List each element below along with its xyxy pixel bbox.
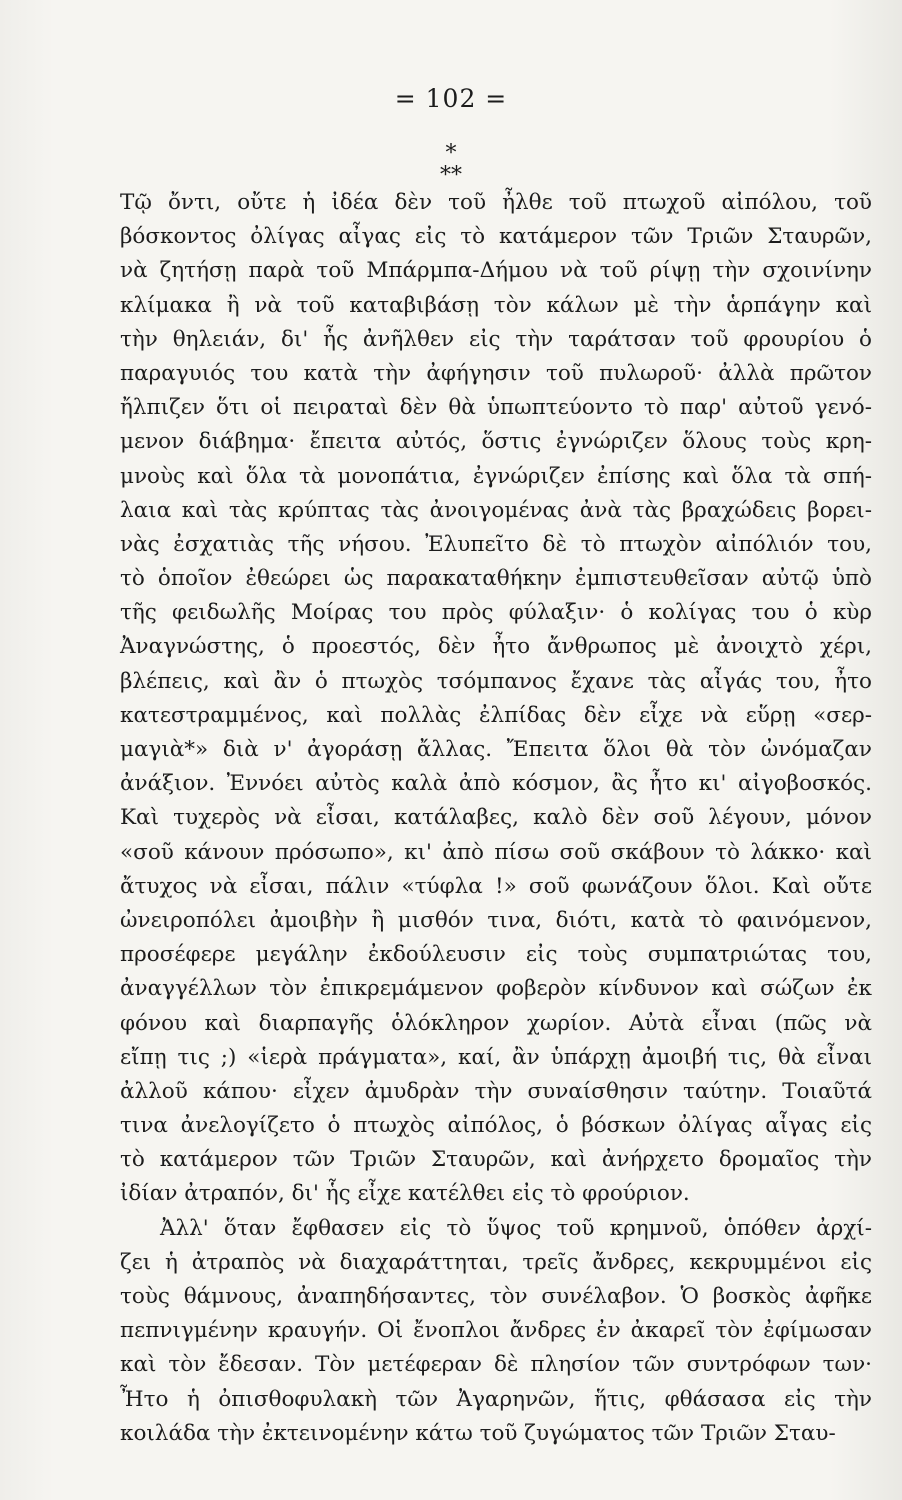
text-line: παραγυιός του κατὰ τὴν ἀφήγησιν τοῦ πυλωροῦ· ἀλλὰ πρῶτον [120,360,872,386]
text-line: τὴν θηλειάν, δι' ἧς ἀνῆλθεν εἰς τὴν ταράτσαν τοῦ φρουρίου ὁ [120,326,872,352]
text-line: καὶ τὸν ἔδεσαν. Τὸν μετέφεραν δὲ πλησίον τῶν συντρόφων των· [120,1352,872,1378]
section-separator [0,143,902,187]
text-line: τοὺς θάμνους, ἀναπηδήσαντες, τὸν συνέλαβον. Ὁ βοσκὸς ἀφῆκε [120,1284,872,1309]
text-line: ἤλπιζεν ὅτι οἱ πειραταὶ δὲν θὰ ὑπωπτεύοντο τὸ παρ' αὐτοῦ γενό- [120,395,872,421]
text-line: μαγιὰ*» διὰ ν' ἀγοράσῃ ἄλλας. Ἔπειτα ὅλοι θὰ τὸν ὠνόμαζαν [120,737,872,762]
page-number-header: = 102 = [394,84,508,113]
text-line: τινα ἀνελογίζετο ὁ πτωχὸς αἰπόλος, ὁ βόσκων ὀλίγας αἶγας εἰς [120,1113,872,1139]
text-line: Ἀναγνώστης, ὁ προεστός, δὲν ἦτο ἄνθρωπος μὲ ἀνοιχτὸ χέρι, [120,634,872,660]
text-line: τὸ ὁποῖον ἐθεώρει ὡς παρακαταθήκην ἐμπιστευθεῖσαν αὐτῷ ὑπὸ [120,566,872,592]
text-line: προσέφερε μεγάλην ἐκδούλευσιν εἰς τοὺς συμπατριώτας του, [120,942,872,968]
text-line: μνοὺς καὶ ὅλα τὰ μονοπάτια, ἐγνώριζεν ἐπίσης καὶ ὅλα τὰ σπή- [120,463,872,489]
text-line: Τῷ ὄντι, οὔτε ἡ ἰδέα δὲν τοῦ ἦλθε τοῦ πτωχοῦ αἰπόλου, τοῦ [120,190,872,215]
text-line: νὰς ἐσχατιὰς τῆς νήσου. Ἐλυπεῖτο δὲ τὸ πτωχὸν αἰπόλιόν του, [120,531,872,557]
text-line: τὸ κατάμερον τῶν Τριῶν Σταυρῶν, καὶ ἀνήρχετο δρομαῖος τὴν [120,1147,872,1173]
text-line: φόνου καὶ διαρπαγῆς ὁλόκληρον χωρίον. Αὐτὰ εἶναι (πῶς νὰ [120,1010,872,1036]
text-line: λαια καὶ τὰς κρύπτας τὰς ἀνοιγομένας ἀνὰ τὰς βραχώδεις βορει- [120,497,872,523]
text-line: εἴπῃ τις ;) «ἱερὰ πράγματα», καί, ἂν ὑπάρχῃ ἀμοιβή τις, θὰ εἶναι [120,1044,872,1070]
text-line: βλέπεις, καὶ ἂν ὁ πτωχὸς τσόμπανος ἔχανε τὰς αἶγάς του, ἦτο [120,668,872,694]
separator-star: * [440,163,451,188]
separator-star: * [451,163,462,188]
text-line: πεπνιγμένην κραυγήν. Οἱ ἔνοπλοι ἄνδρες ἐν ἀκαρεῖ τὸν ἐφίμωσαν [120,1318,872,1344]
text-line: τῆς φειδωλῆς Μοίρας του πρὸς φύλαξιν· ὁ κολίγας του ὁ κὺρ [120,600,872,626]
text-line: κατεστραμμένος, καὶ πολλὰς ἐλπίδας δὲν εἶχε νὰ εὕρῃ «σερ- [120,702,872,728]
text-line: Ἀλλ' ὅταν ἔφθασεν εἰς τὸ ὕψος τοῦ κρημνοῦ, ὁπόθεν ἀρχί- [160,1215,872,1241]
text-line: ἀναγγέλλων τὸν ἐπικρεμάμενον φοβερὸν κίνδυνον καὶ σώζων ἐκ [120,976,872,1002]
separator-star: * [445,141,457,166]
text-line: κοιλάδα τὴν ἐκτεινομένην κάτω τοῦ ζυγώματος τῶν Τριῶν Σταυ- [120,1420,836,1446]
text-line: ἰδίαν ἀτραπόν, δι' ἧς εἶχε κατέλθει εἰς τὸ φρούριον. [120,1181,690,1207]
text-line: «σοῦ κάνουν πρόσωπο», κι' ἀπὸ πίσω σοῦ σκάβουν τὸ λάκκο· καὶ [120,839,872,865]
text-line: ἀνάξιον. Ἐννόει αὐτὸς καλὰ ἀπὸ κόσμον, ἂς ἦτο κι' αἰγοβοσκός. [120,771,872,797]
text-line: ἄτυχος νὰ εἶσαι, πάλιν «τύφλα !» σοῦ φωνάζουν ὅλοι. Καὶ οὔτε [120,873,872,899]
text-line: ἀλλοῦ κάπου· εἶχεν ἀμυδρὰν τὴν συναίσθησιν ταύτην. Τοιαῦτά [120,1078,872,1104]
text-line: ὠνειροπόλει ἀμοιβὴν ἢ μισθόν τινα, διότι, κατὰ τὸ φαινόμενον, [120,907,872,933]
text-line: κλίμακα ἢ νὰ τοῦ καταβιβάσῃ τὸν κάλων μὲ τὴν ἁρπάγην καὶ [120,292,872,318]
text-line: ζει ἡ ἀτραπὸς νὰ διαχαράττηται, τρεῖς ἄνδρες, κεκρυμμένοι εἰς [120,1249,872,1275]
text-line: μενον διάβημα· ἔπειτα αὐτός, ὅστις ἐγνώριζεν ὅλους τοὺς κρη- [120,429,872,455]
body-text [120,186,872,1451]
text-line: Καὶ τυχερὸς νὰ εἶσαι, κατάλαβες, καλὸ δὲν σοῦ λέγουν, μόνον [120,805,872,831]
text-line: βόσκοντος ὀλίγας αἶγας εἰς τὸ κατάμερον τῶν Τριῶν Σταυρῶν, [120,224,872,250]
text-line: Ἦτο ἡ ὀπισθοφυλακὴ τῶν Ἀγαρηνῶν, ἥτις, φθάσασα εἰς τὴν [120,1386,872,1412]
text-line: νὰ ζητήσῃ παρὰ τοῦ Μπάρμπα-Δήμου νὰ τοῦ ρίψῃ τὴν σχοινίνην [120,258,872,284]
